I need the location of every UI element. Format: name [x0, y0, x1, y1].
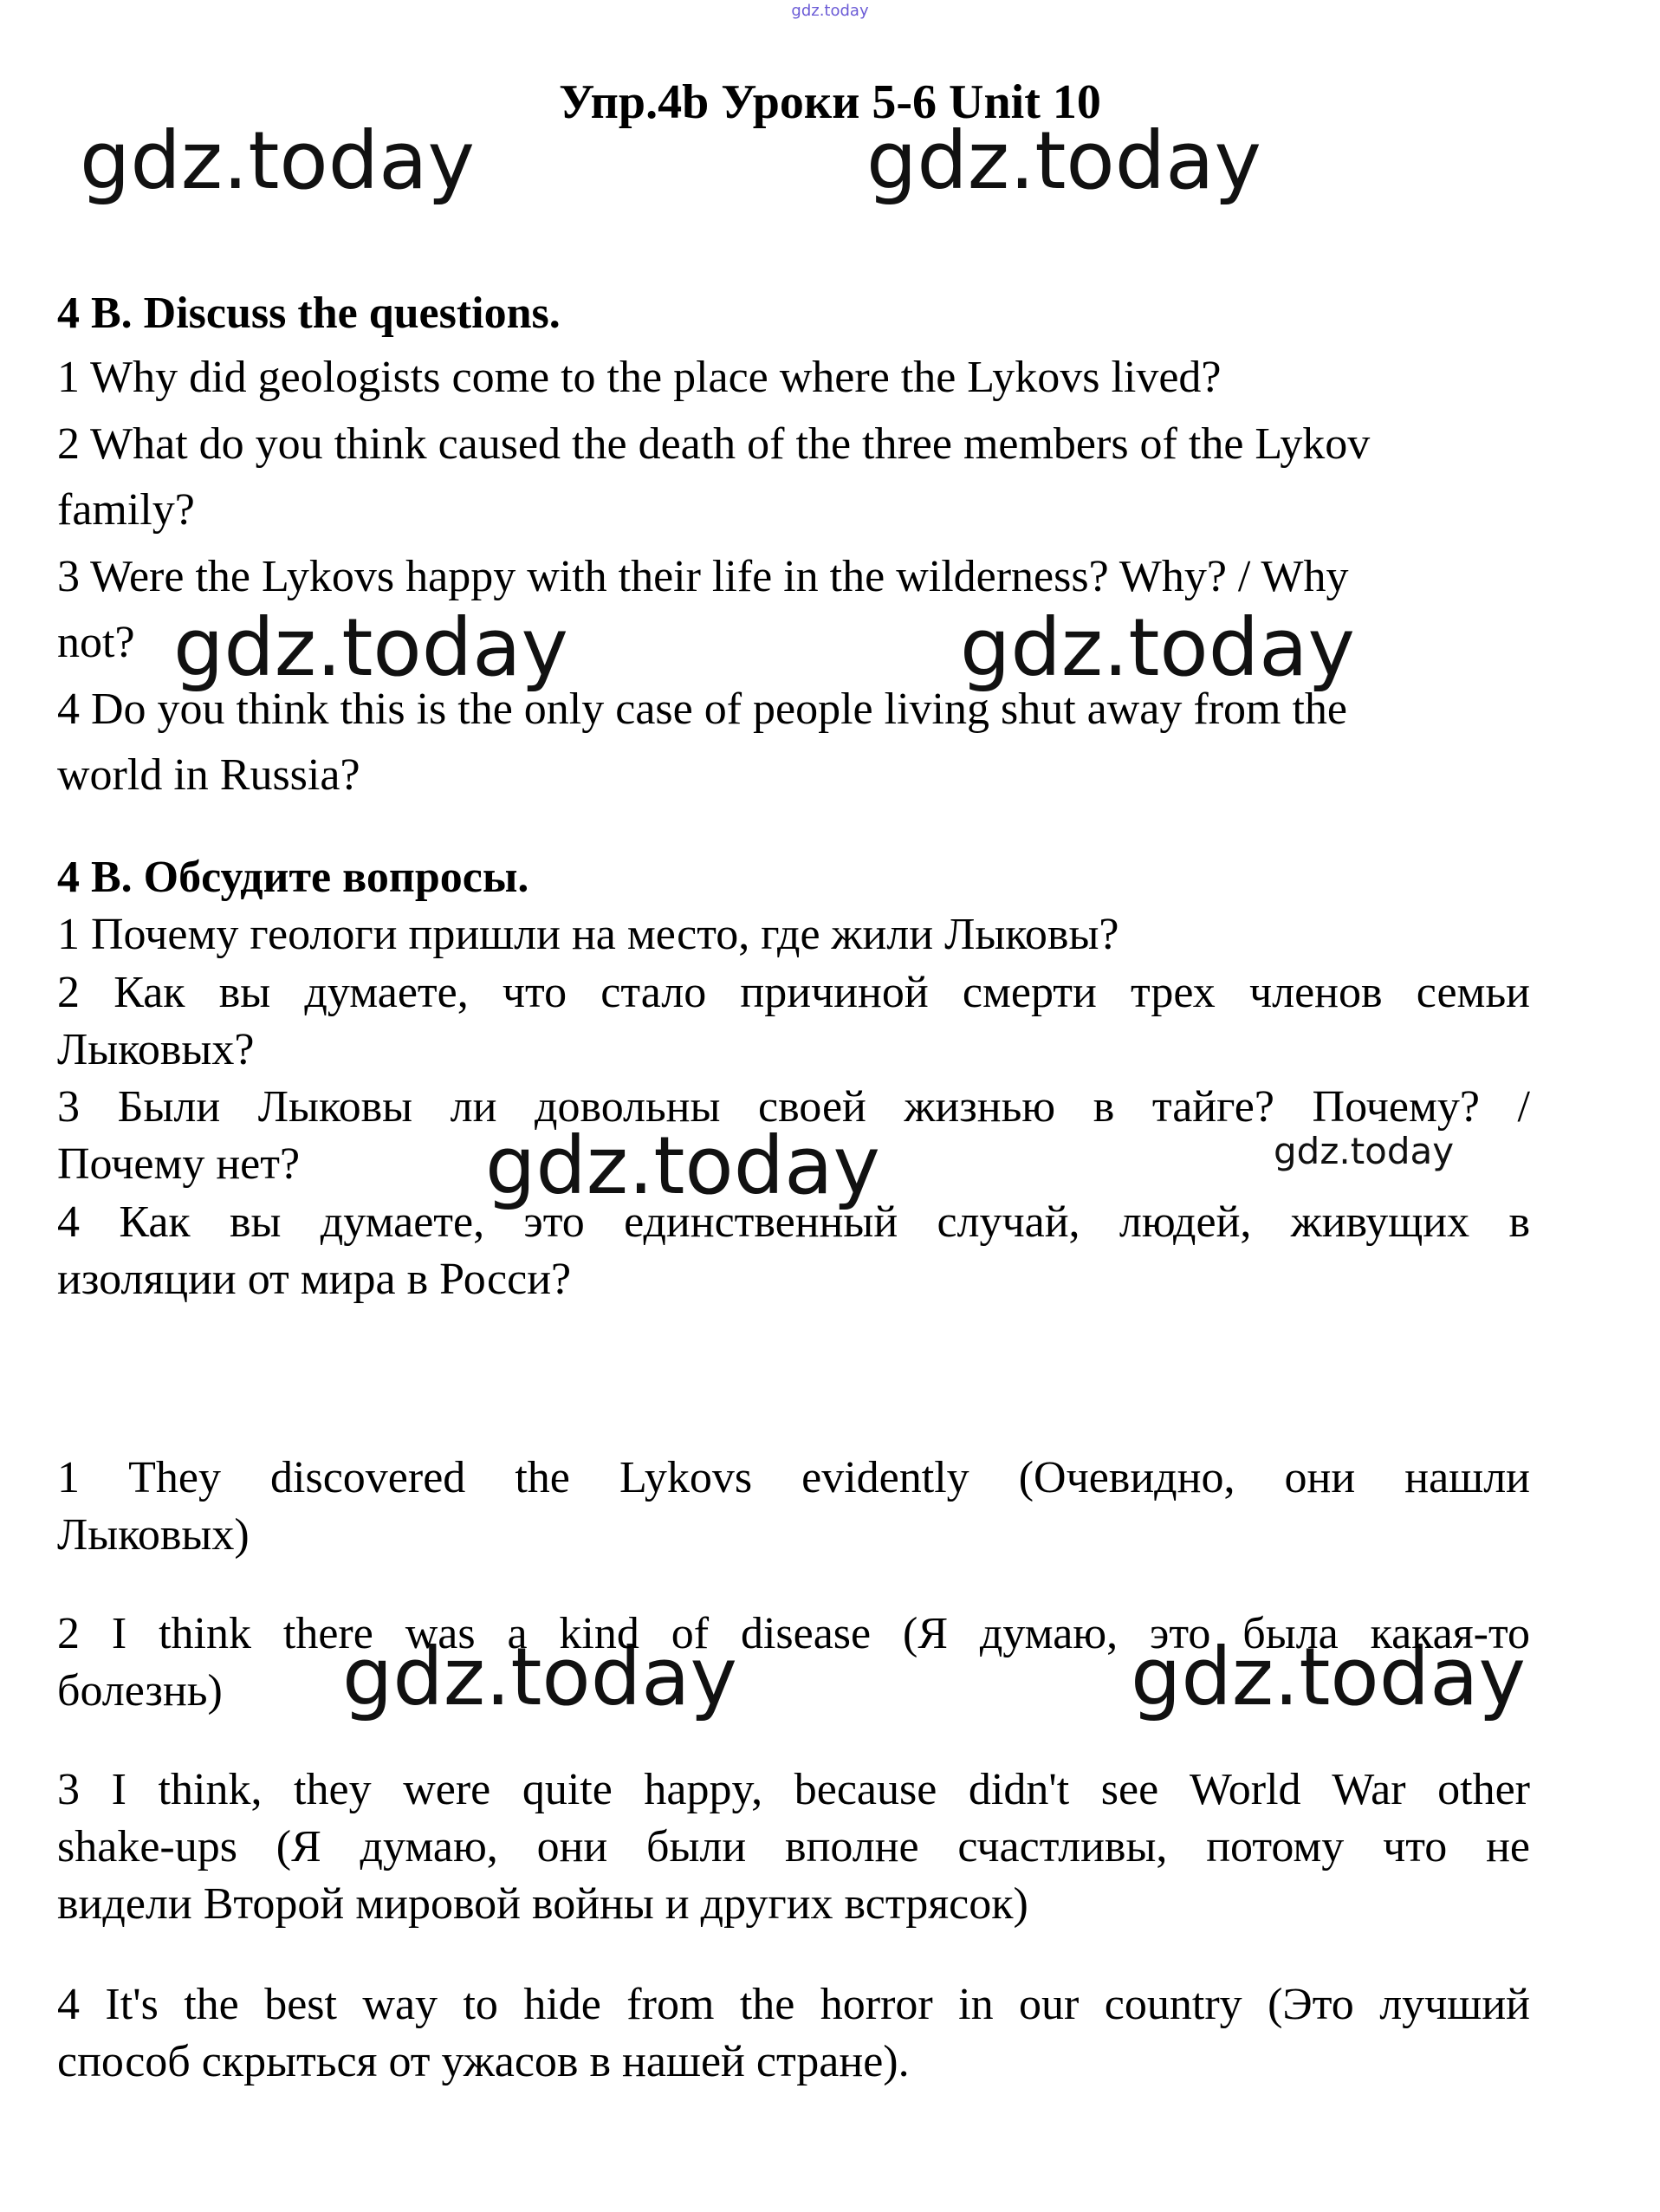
watermark-5: gdz.today: [485, 1119, 880, 1212]
answer-4-line2: способ скрыться от ужасов в нашей стране).: [57, 2037, 910, 2086]
english-heading: 4 B. Discuss the questions.: [57, 289, 561, 338]
watermark-7: gdz.today: [342, 1631, 737, 1723]
russian-heading: 4 B. Обсудите вопросы.: [57, 853, 529, 902]
answer-4-line1: 4 It's the best way to hide from the horror in our country (Это лучший: [57, 1980, 1530, 2029]
english-q3-line2: not?: [57, 618, 135, 667]
watermark-4: gdz.today: [960, 601, 1355, 694]
russian-q2-line1: 2 Как вы думаете, что стало причиной смерти трех членов семьи: [57, 968, 1530, 1017]
russian-q3-line2: Почему нет?: [57, 1139, 301, 1189]
watermark-1: gdz.today: [80, 114, 475, 207]
russian-q4-line1: 4 Как вы думаете, это единственный случай, людей, живущих в: [57, 1197, 1530, 1247]
english-q2-line2: family?: [57, 485, 195, 535]
english-q2-line1: 2 What do you think caused the death of the three members of the Lykov: [57, 419, 1371, 469]
answer-3-line1: 3 I think, they were quite happy, because didn't see World War other: [57, 1765, 1530, 1814]
watermark-2: gdz.today: [866, 114, 1261, 207]
watermark-3: gdz.today: [173, 601, 568, 694]
answer-2-line2: болезнь): [57, 1666, 223, 1716]
answer-3-line3: видели Второй мировой войны и других встрясок): [57, 1879, 1028, 1929]
watermark-8: gdz.today: [1131, 1631, 1526, 1723]
russian-q3-line1: 3 Были Лыковы ли довольны своей жизнью в тайге? Почему? /: [57, 1082, 1530, 1132]
top-watermark: gdz.today: [791, 2, 869, 20]
english-q3-line1: 3 Were the Lykovs happy with their life in the wilderness? Why? / Why: [57, 552, 1349, 601]
english-q4-line2: world in Russia?: [57, 750, 360, 800]
page-title: Упр.4b Уроки 5-6 Unit 10: [559, 75, 1101, 129]
russian-q4-line2: изоляции от мира в Росси?: [57, 1255, 572, 1304]
answer-3-line2: shake-ups (Я думаю, они были вполне счастливы, потому что не: [57, 1822, 1530, 1871]
answer-2-line1: 2 I think there was a kind of disease (Я думаю, это была какая-то: [57, 1609, 1530, 1658]
russian-q2-line2: Лыковых?: [57, 1025, 255, 1074]
answer-1-line1: 1 They discovered the Lykovs evidently (Очевидно, они нашли: [57, 1453, 1530, 1502]
answer-1-line2: Лыковых): [57, 1510, 250, 1560]
watermark-6: gdz.today: [1274, 1130, 1455, 1172]
english-q1: 1 Why did geologists come to the place where the Lykovs lived?: [57, 353, 1222, 402]
english-q4-line1: 4 Do you think this is the only case of people living shut away from the: [57, 684, 1347, 734]
russian-q1: 1 Почему геологи пришли на место, где жили Лыковы?: [57, 910, 1119, 959]
